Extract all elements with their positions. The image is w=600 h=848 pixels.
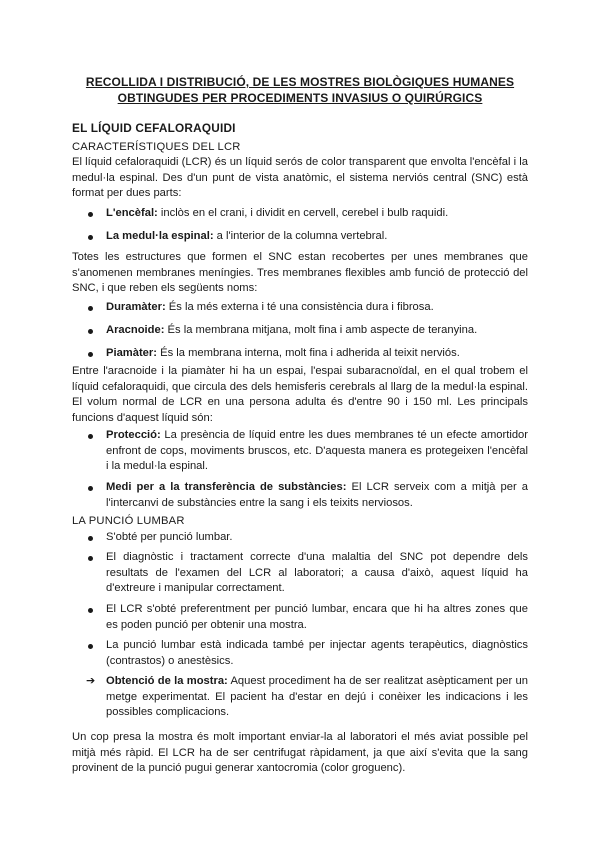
bullet-icon xyxy=(88,536,93,541)
item-term: Obtenció de la mostra: xyxy=(106,675,228,687)
item-text: La punció lumbar està indicada també per injectar agents terapèutics, diagnòstics (contrastos) o anestèsics. xyxy=(106,639,528,667)
list-item xyxy=(72,638,528,674)
bullet-icon xyxy=(88,306,93,311)
closing-paragraph: Un cop presa la mostra és molt important enviar-la al laboratori el més aviat possible pel mitjà més ràpid. El LCR ha de ser centrifugat ràpidament, ja que així s'evita que la sang provinent de la punció pugui generar xantocromia (color groguenc). xyxy=(72,731,528,774)
characteristics-heading: CARACTERÍSTIQUES DEL LCR xyxy=(72,141,241,153)
meninges-list xyxy=(72,300,528,362)
item-text: a l'interior de la columna vertebral. xyxy=(213,230,388,242)
item-term: Aracnoide: xyxy=(106,324,165,336)
lumbar-heading: LA PUNCIÓ LUMBAR xyxy=(72,515,185,527)
bullet-icon xyxy=(88,434,93,439)
intro-paragraph: El líquid cefaloraquidi (LCR) és un líquid serós de color transparent que envolta l'encèfal i la medul·la espinal. Des d'un punt de vista anatòmic, el sistema nerviós central (SNC) està format per dues parts: xyxy=(72,156,528,199)
bullet-icon xyxy=(88,486,93,491)
cns-parts-list xyxy=(72,206,528,245)
list-item xyxy=(72,674,528,721)
bullet-icon xyxy=(88,556,93,561)
arrow-right-icon: ➔ xyxy=(86,675,96,687)
item-text: Aquest procediment ha de ser realitzat asèpticament per un metge experimentat. El pacient ha d'estar en dejú i conèixer les indicacions i les possibles complicacions. xyxy=(106,675,528,718)
item-text: El LCR serveix com a mitjà per a l'intercanvi de substàncies entre la sang i els teixits nerviosos. xyxy=(106,481,529,509)
bullet-icon xyxy=(88,212,93,217)
item-term: Duramàter: xyxy=(106,301,166,313)
lumbar-list xyxy=(72,530,528,721)
functions-list xyxy=(72,428,528,511)
list-item xyxy=(72,480,528,511)
list-item xyxy=(72,300,528,323)
list-item xyxy=(72,346,528,362)
bullet-icon xyxy=(88,644,93,649)
bullet-icon xyxy=(88,235,93,240)
item-text: El LCR s'obté preferentment per punció lumbar, encara que hi ha altres zones que es poden punció per obtenir una mostra. xyxy=(106,603,528,631)
item-text: La presència de líquid entre les dues membranes té un efecte amortidor enfront de cops, moviments bruscos, etc. D'aquesta manera es protegeixen l'encèfal i la medul·la espinal. xyxy=(106,429,528,472)
bullet-icon xyxy=(88,608,93,613)
list-item xyxy=(72,206,528,229)
document-title: RECOLLIDA I DISTRIBUCIÓ, DE LES MOSTRES BIOLÒGIQUES HUMANES OBTINGUDES PER PROCEDIMENTS INVASIUS O QUIRÚRGICS xyxy=(85,75,515,105)
item-text: És la més externa i té una consistència dura i fibrosa. xyxy=(165,301,434,313)
item-text: inclòs en el crani, i dividit en cervell, cerebel i bulb raquidi. xyxy=(157,207,449,219)
item-term: Medi per a la transferència de substàncies: xyxy=(106,481,347,493)
list-item xyxy=(72,428,528,480)
bullet-icon xyxy=(88,329,93,334)
item-text: El diagnòstic i tractament correcte d'una malaltia del SNC pot dependre dels resultats de l'examen del LCR al laboratori; a causa d'això, aquest líquid ha d'extreure i manipular correctament. xyxy=(106,551,528,594)
item-text: És la membrana interna, molt fina i adherida al teixit nerviós. xyxy=(157,347,460,359)
list-item xyxy=(72,602,528,638)
item-term: La medul·la espinal: xyxy=(106,230,214,242)
item-term: Protecció: xyxy=(106,429,161,441)
item-text: És la membrana mitjana, molt fina i amb aspecte de teranyina. xyxy=(164,324,478,336)
list-item xyxy=(72,550,528,602)
list-item xyxy=(72,530,528,550)
item-text: S'obté per punció lumbar. xyxy=(106,531,233,543)
bullet-icon xyxy=(88,352,93,357)
item-term: L'encèfal: xyxy=(106,207,158,219)
list-item xyxy=(72,229,528,245)
section-heading: EL LÍQUID CEFALORAQUIDI xyxy=(72,121,236,135)
csf-paragraph: Entre l'aracnoide i la piamàter hi ha un espai, l'espai subaracnoïdal, en el qual trobem el líquid cefaloraquidi, que circula des dels hemisferis cerebrals al llarg de la medul·la espinal. El volum normal de LCR en una persona adulta és d'entre 90 i 150 ml. Les principals funcions d'aquest líquid són: xyxy=(72,365,528,424)
list-item xyxy=(72,323,528,346)
meninges-paragraph: Totes les estructures que formen el SNC estan recobertes per unes membranes que s'anomenen membranes meníngies. Tres membranes flexibles amb funció de protecció del SNC, i que reben els següents noms: xyxy=(72,251,528,294)
item-term: Piamàter: xyxy=(106,347,157,359)
